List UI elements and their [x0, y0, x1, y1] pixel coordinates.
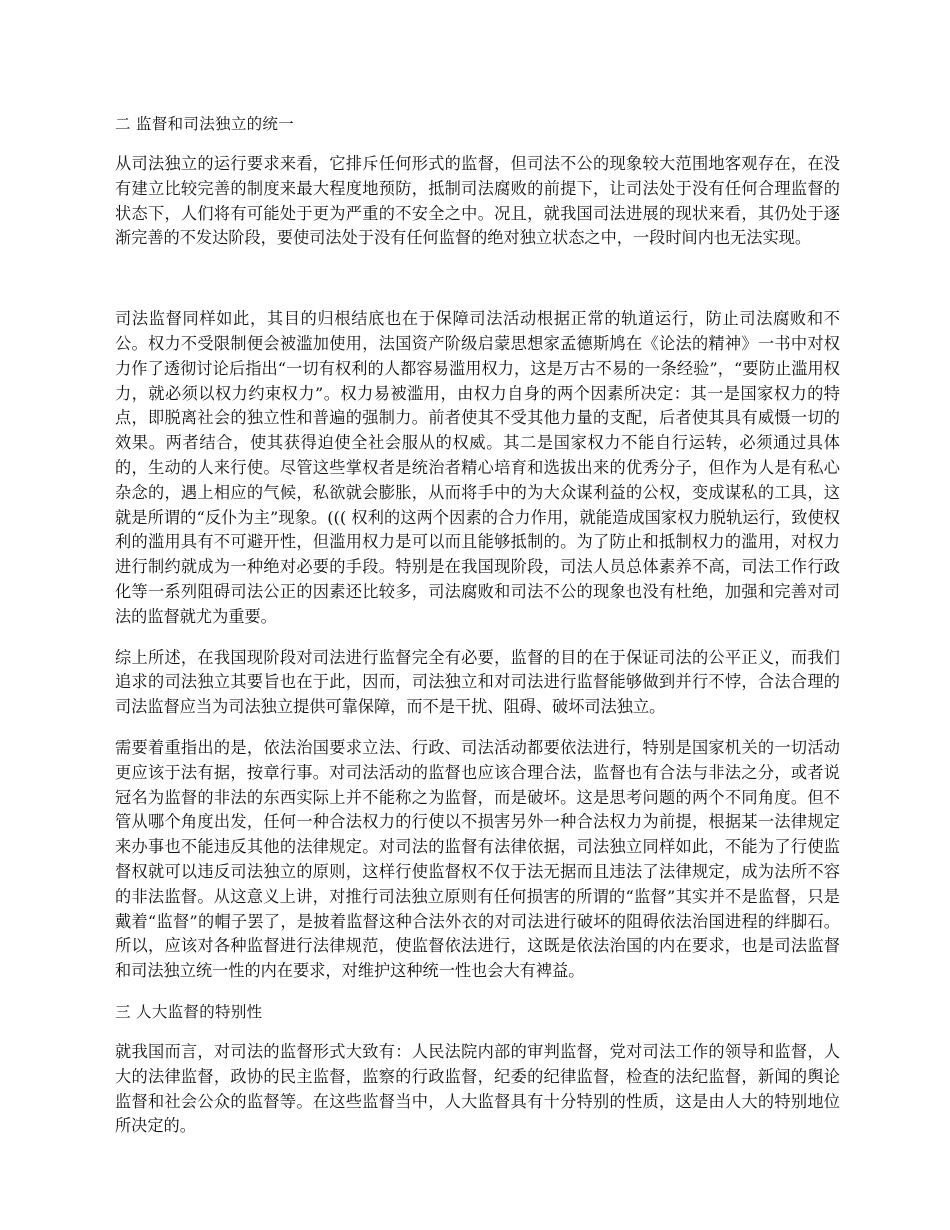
- paragraph-section2-3: 综上所述，在我国现阶段对司法进行监督完全有必要，监督的目的在于保证司法的公平正义，而我们追求的司法独立其要旨也在于此，因而，司法独立和对司法进行监督能够做到并行不悖，合法合理的司法监督应当为司法独立提供可靠保障，而不是干扰、阻碍、破坏司法独立。: [115, 647, 840, 717]
- paragraph-section2-4: 需要着重指出的是，依法治国要求立法、行政、司法活动都要依法进行，特别是国家机关的一切活动更应该于法有据，按章行事。对司法活动的监督也应该合理合法，监督也有合法与非法之分，或者说冠名为监督的非法的东西实际上并不能称之为监督，而是破坏。这是思考问题的两个不同角度。但不管从哪个角度出发，任何一种合法权力的行使以不损害另外一种合法权力为前提，根据某一法律规定来办事也不能违反其他的法律规定。对司法的监督有法律依据，司法独立同样如此，不能为了行使监督权就可以违反司法独立的原则，这样行使监督权不仅于法无据而且违法了法律规定，成为法所不容的非法监督。从这意义上讲，对推行司法独立原则有任何损害的所谓的“监督”其实并不是监督，只是戴着“监督”的帽子罢了，是披着监督这种合法外衣的对司法进行破坏的阻碍依法治国进程的绊脚石。所以，应该对各种监督进行法律规范，使监督依法进行，这既是依法治国的内在要求，也是司法监督和司法独立统一性的内在要求，对维护这种统一性也会大有裨益。: [115, 737, 840, 981]
- section-heading-2: 二 监督和司法独立的统一: [115, 115, 295, 133]
- paragraph-spacer: [115, 267, 840, 307]
- document-page: [115, 112, 840, 1155]
- paragraph-section2-2: 司法监督同样如此，其目的归根结底也在于保障司法活动根据正常的轨道运行，防止司法腐败和不公。权力不受限制便会被滥加使用，法国资产阶级启蒙思想家孟德斯鸠在《论法的精神》一书中对权力作了透彻讨论后指出“一切有权利的人都容易滥用权力，这是万古不易的一条经验”，“要防止滥用权力，就必须以权力约束权力”。权力易被滥用，由权力自身的两个因素所决定：其一是国家权力的特点，即脱离社会的独立性和普遍的强制力。前者使其不受其他力量的支配，后者使其具有威慑一切的效果。两者结合，使其获得迫使全社会服从的权威。其二是国家权力不能自行运转，必须通过具体的，生动的人来行使。尽管这些掌权者是统治者精心培育和选拔出来的优秀分子，但作为人是有私心杂念的，遇上相应的气候，私欲就会膨胀，从而将手中的为大众谋利益的公权，变成谋私的工具，这就是所谓的“反仆为主”现象。((( 权利的这两个因素的合力作用，就能造成国家权力脱轨运行，致使权利的滥用具有不可避开性，但滥用权力是可以而且能够抵制的。为了防止和抵制权力的滥用，对权力进行制约就成为一种绝对必要的手段。特别是在我国现阶段，司法人员总体素养不高，司法工作行政化等一系列阻碍司法公正的因素还比较多，司法腐败和司法不公的现象也没有杜绝，加强和完善对司法的监督就尤为重要。: [115, 309, 840, 626]
- section-heading-3: 三 人大监督的特别性: [115, 1002, 263, 1021]
- paragraph-section2-1: 从司法独立的运行要求来看，它排斥任何形式的监督，但司法不公的现象较大范围地客观存在，在没有建立比较完善的制度来最大程度地预防，抵制司法腐败的前提下，让司法处于没有任何合理监督的状态下，人们将有可能处于更为严重的不安全之中。况且，就我国司法进展的现状来看，其仍处于逐渐完善的不发达阶段，要使司法处于没有任何监督的绝对独立状态之中，一段时间内也无法实现。: [115, 154, 840, 248]
- paragraph-section3-1: 就我国而言，对司法的监督形式大致有：人民法院内部的审判监督，党对司法工作的领导和监督，人大的法律监督，政协的民主监督，监察的行政监督，纪委的纪律监督，检查的法纪监督，新闻的舆论监督和社会公众的监督等。在这些监督当中，人大监督具有十分特别的性质，这是由人大的特别地位所决定的。: [115, 1041, 840, 1136]
